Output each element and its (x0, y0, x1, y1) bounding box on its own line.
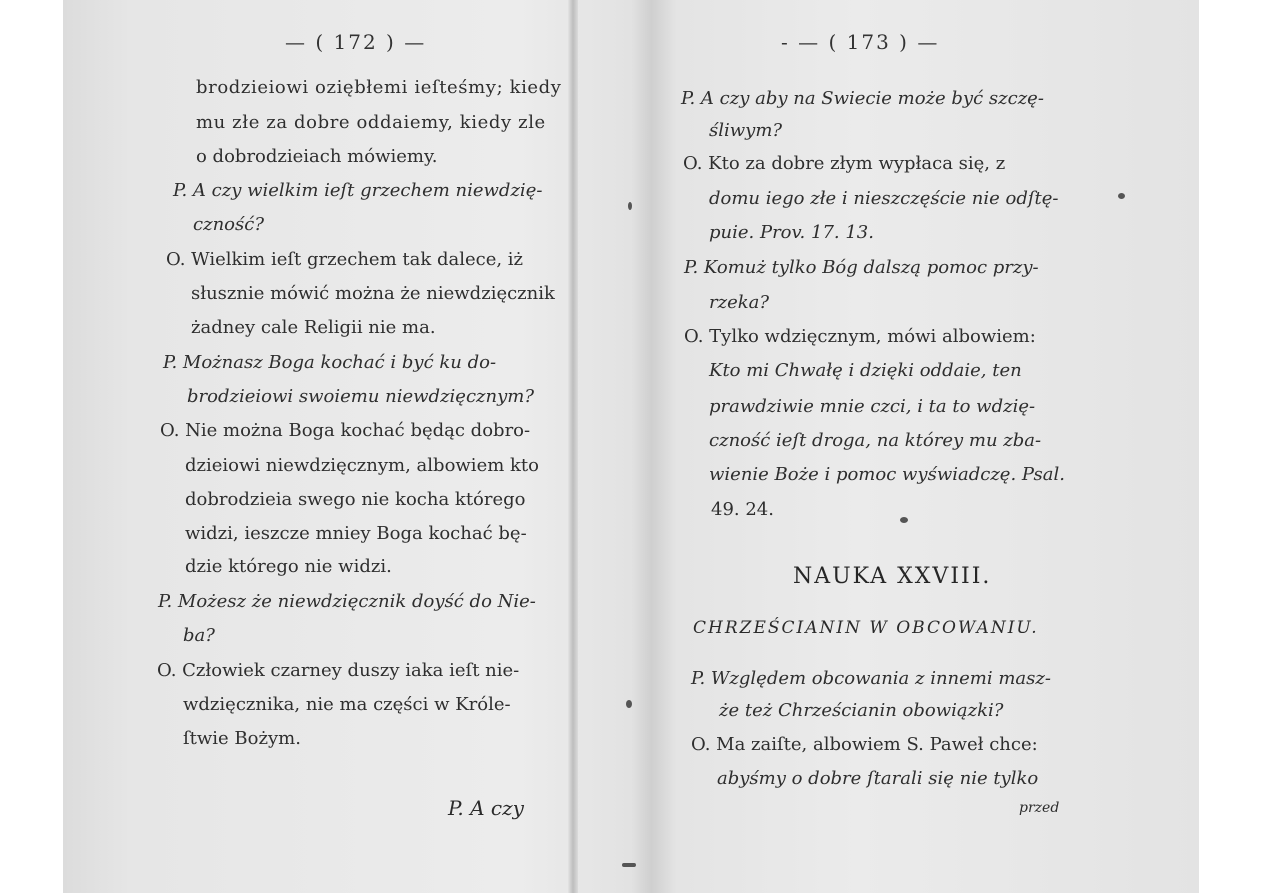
answer-line: O. Nie można Boga kochać będąc dobro- (160, 420, 531, 441)
answer-line: O. Człowiek czarney duszy iaka ieſt nie- (157, 660, 520, 681)
answer-line: prawdziwie mnie czci, i ta to wdzię- (709, 396, 1036, 417)
answer-line: dobrodzieia swego nie kocha którego (185, 489, 526, 510)
answer-line: 49. 24. (711, 499, 774, 520)
answer-line: puie. Prov. 17. 13. (709, 222, 874, 243)
answer-line: Kto mi Chwałę i dzięki oddaie, ten (709, 360, 1022, 381)
answer-line: O. Wielkim ieſt grzechem tak dalece, iż (166, 249, 524, 270)
question-line: brodzieiowi swoiemu niewdzięcznym? (187, 386, 535, 407)
question-line: rzeka? (709, 292, 770, 313)
question-line: czność? (193, 214, 264, 235)
answer-line: O. Kto za dobre złym wypłaca się, z (683, 153, 1006, 174)
text-line: o dobrodzieiach mówiemy. (196, 146, 438, 167)
answer-line: abyśmy o dobre ſtarali się nie tylko (717, 768, 1039, 789)
catchword: przed (1019, 800, 1060, 816)
page-number-header: - — ( 173 ) — (781, 30, 940, 54)
answer-line: czność ieſt droga, na którey mu zba- (709, 430, 1042, 451)
left-page (63, 0, 628, 893)
section-title: NAUKA XXVIII. (793, 564, 992, 589)
question-line: że też Chrześcianin obowiązki? (719, 700, 1004, 721)
answer-line: wienie Boże i pomoc wyświadczę. Psal. (709, 464, 1065, 485)
question-line: P. Względem obcowania z innemi masz- (691, 668, 1051, 689)
answer-line: O. Tylko wdzięcznym, mówi albowiem: (684, 326, 1036, 347)
question-line: P. Możnasz Boga kochać i być ku do- (163, 352, 497, 373)
ink-mark (900, 517, 908, 523)
question-line: P. A czy wielkim ieſt grzechem niewdzię- (173, 180, 543, 201)
answer-line: widzi, ieszcze mniey Boga kochać bę- (185, 523, 527, 544)
question-line: P. Komuż tylko Bóg dalszą pomoc przy- (684, 257, 1039, 278)
ink-mark (626, 700, 632, 708)
question-line: ba? (183, 625, 215, 646)
answer-line: dzieiowi niewdzięcznym, albowiem kto (185, 455, 539, 476)
section-subtitle: CHRZEŚCIANIN W OBCOWANIU. (693, 618, 1039, 638)
page-number-header: — ( 172 ) — (285, 30, 427, 54)
question-line: P. A czy aby na Swiecie może być szczę- (681, 88, 1044, 109)
ink-mark (1118, 193, 1125, 199)
right-page (631, 0, 1199, 893)
answer-line: ſtwie Bożym. (183, 728, 301, 749)
ink-mark (622, 863, 636, 867)
catchword: P. A czy (448, 796, 524, 820)
answer-line: O. Ma zaiſte, albowiem S. Paweł chce: (691, 734, 1038, 755)
answer-line: słusznie mówić można że niewdzięcznik (191, 283, 555, 304)
text-line: mu złe za dobre oddaiemy, kiedy zle (196, 112, 546, 133)
text-line: brodzieiowi oziębłemi ieſteśmy; kiedy (196, 77, 562, 98)
answer-line: wdzięcznika, nie ma części w Króle- (183, 694, 511, 715)
answer-line: żadney cale Religii nie ma. (191, 317, 436, 338)
answer-line: domu iego złe i nieszczęście nie odſtę- (709, 188, 1059, 209)
question-line: P. Możesz że niewdzięcznik doyść do Nie- (158, 591, 536, 612)
answer-line: dzie którego nie widzi. (185, 556, 392, 577)
ink-mark (628, 202, 632, 210)
question-line: śliwym? (709, 120, 783, 141)
